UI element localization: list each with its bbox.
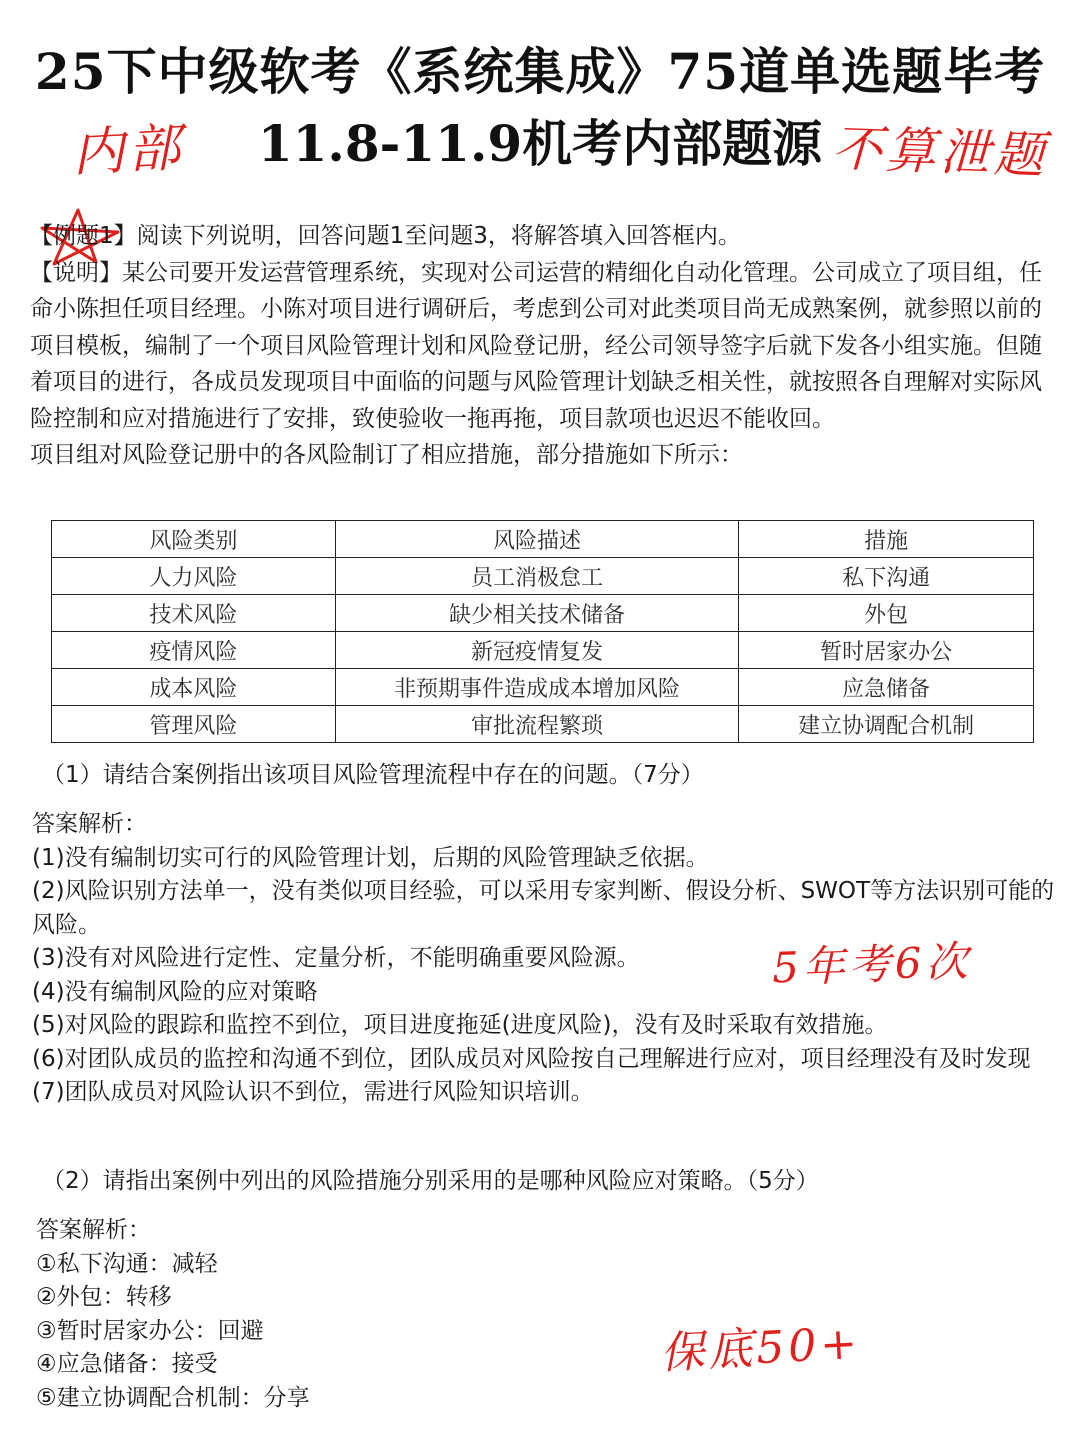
measures-intro: 项目组对风险登记册中的各风险制订了相应措施，部分措施如下所示： <box>30 442 743 468</box>
cell-measure: 应急储备 <box>739 669 1034 706</box>
table-row <box>52 632 1034 669</box>
cell-measure: 外包 <box>739 595 1034 632</box>
cell-measure: 建立协调配合机制 <box>739 706 1034 743</box>
handwritten-not-leak-note: 不算泄题 <box>830 119 1049 185</box>
table-header-row <box>52 521 1034 558</box>
handwritten-five-years-note: 5年考6次 <box>771 936 973 993</box>
answer-label: 答案解析： <box>36 1217 151 1243</box>
cell-risk-category: 人力风险 <box>52 558 336 595</box>
table-row <box>52 595 1034 632</box>
header-risk-category: 风险类别 <box>52 521 336 558</box>
answer-item: (1)没有编制切实可行的风险管理计划，后期的风险管理缺乏依据。 <box>32 844 709 871</box>
answer-item: (2)风险识别方法单一，没有类似项目经验，可以采用专家判断、假设分析、SWOT等方法识别可能的风险。 <box>32 878 1055 938</box>
title-line-1: 25下中级软考《系统集成》75道单选题毕考 <box>34 42 1046 101</box>
question-2: （2）请指出案例中列出的风险措施分别采用的是哪种风险应对策略。（5分） <box>42 1168 819 1194</box>
answer-item: (7)团队成员对风险认识不到位，需进行风险知识培训。 <box>32 1079 594 1105</box>
cell-risk-description: 员工消极怠工 <box>335 558 738 595</box>
question-1: （1）请结合案例指出该项目风险管理流程中存在的问题。（7分） <box>42 762 704 788</box>
answer-item: (3)没有对风险进行定性、定量分析，不能明确重要风险源。 <box>32 945 640 971</box>
case-description <box>30 218 1060 474</box>
answer-item: ③暂时居家办公：回避 <box>36 1317 264 1344</box>
handwritten-guarantee-note: 保底50+ <box>659 1317 863 1380</box>
answer-item: ①私下沟通：减轻 <box>36 1250 218 1277</box>
cell-risk-description: 审批流程繁琐 <box>335 706 738 743</box>
answer-item: (6)对团队成员的监控和沟通不到位，团队成员对风险按自己理解进行应对，项目经理没有及时发现 <box>32 1045 1031 1072</box>
cell-measure: 暂时居家办公 <box>739 632 1034 669</box>
cell-risk-description: 非预期事件造成成本增加风险 <box>335 669 738 706</box>
answer-2-block <box>36 1214 1066 1415</box>
answer-item: (4)没有编制风险的应对策略 <box>32 978 318 1005</box>
cell-risk-category: 技术风险 <box>52 595 336 632</box>
cell-risk-category: 管理风险 <box>52 706 336 743</box>
answer-item: ②外包：转移 <box>36 1284 172 1310</box>
header-risk-description: 风险描述 <box>335 521 738 558</box>
table-row <box>52 669 1034 706</box>
description-paragraph: 【说明】某公司要开发运营管理系统，实现对公司运营的精细化自动化管理。公司成立了项目组，任命小陈担任项目经理。小陈对项目进行调研后，考虑到公司对此类项目尚无成熟案例，就参照以前的项目模板，编制了一个项目风险管理计划和风险登记册，经公司领导签字后就下发各小组实施。但随着项目的进行，各成员发现项目中面临的问题与风险管理计划缺乏相关性，就按照各自理解对实际风险控制和应对措施进行了安排，致使验收一拖再拖，项目款项也迟迟不能收回。 <box>30 259 1042 432</box>
cell-risk-description: 缺少相关技术储备 <box>335 595 738 632</box>
example-heading: 【例题1】阅读下列说明，回答问题1至问题3，将解答填入回答框内。 <box>30 223 741 249</box>
cell-measure: 私下沟通 <box>739 558 1034 595</box>
risk-measures-table <box>51 520 1034 743</box>
header-measure: 措施 <box>739 521 1034 558</box>
answer-label: 答案解析： <box>32 811 147 837</box>
table-row <box>52 558 1034 595</box>
cell-risk-category: 疫情风险 <box>52 632 336 669</box>
answer-item: (5)对风险的跟踪和监控不到位，项目进度拖延(进度风险)，没有及时采取有效措施。 <box>32 1012 888 1038</box>
answer-item: ⑤建立协调配合机制：分享 <box>36 1384 310 1411</box>
title-line-2: 11.8-11.9机考内部题源 <box>257 114 823 173</box>
cell-risk-description: 新冠疫情复发 <box>335 632 738 669</box>
table-row <box>52 706 1034 743</box>
answer-item: ④应急储备：接受 <box>36 1351 218 1377</box>
handwritten-inner-note: 内部 <box>70 118 186 184</box>
cell-risk-category: 成本风险 <box>52 669 336 706</box>
